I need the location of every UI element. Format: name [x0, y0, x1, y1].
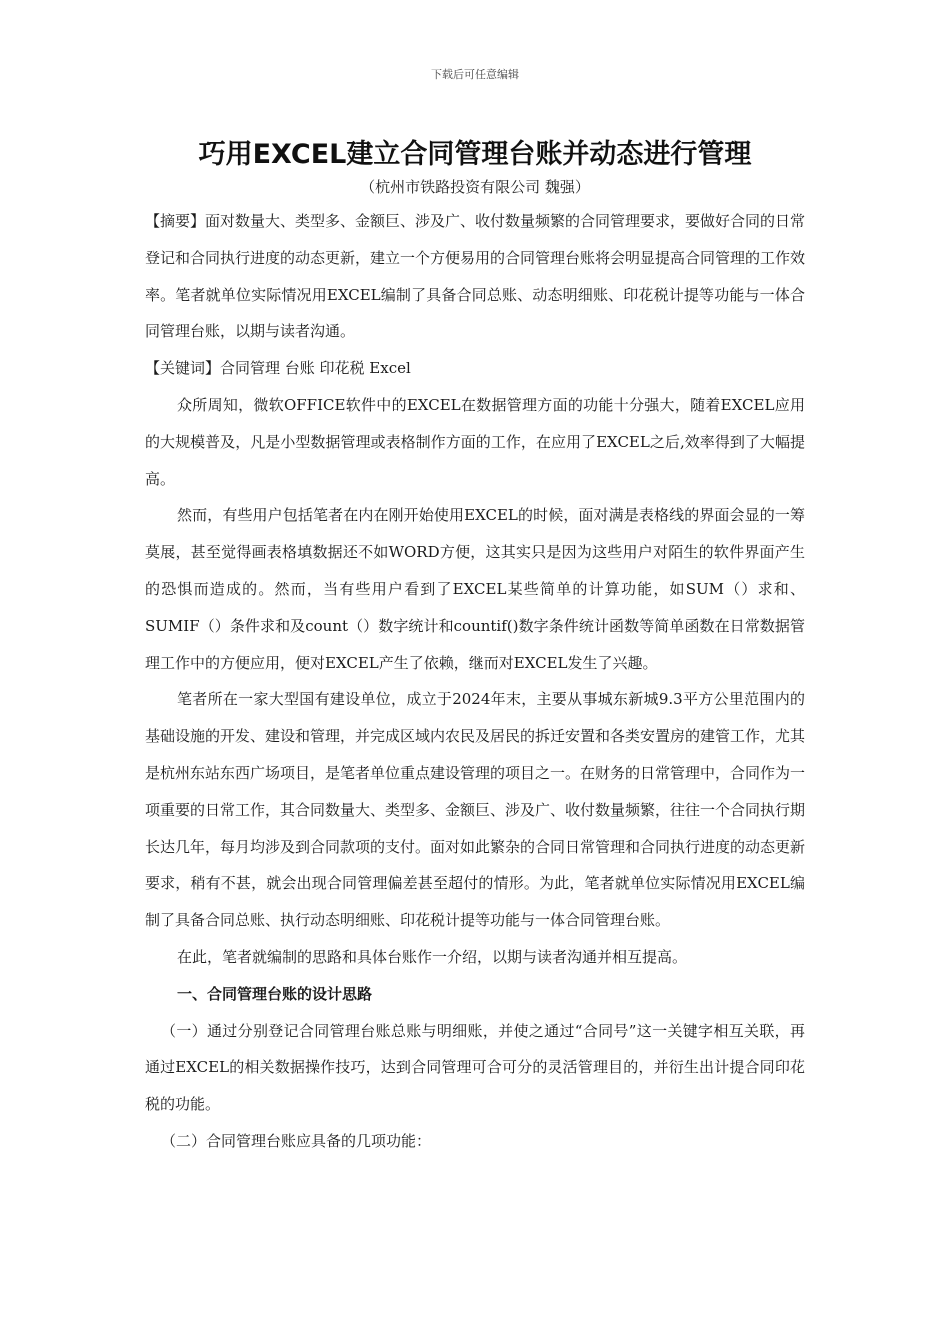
abstract-paragraph: 【摘要】面对数量大、类型多、金额巨、涉及广、收付数量频繁的合同管理要求，要做好合同的日常登记和合同执行进度的动态更新，建立一个方便易用的合同管理台账将会明显提高合同管理的工作效率。笔者就单位实际情况用EXCEL编制了具备合同总账、动态明细账、印花税计提等功能与一体合同管理台账，以期与读者沟通。 — [145, 212, 806, 341]
body-paragraph: 笔者所在一家大型国有建设单位，成立于2024年末，主要从事城东新城9.3平方公里范围内的基础设施的开发、建设和管理，并完成区域内农民及居民的拆迁安置和各类安置房的建管工作，尤其是杭州东站东西广场项目，是笔者单位重点建设管理的项目之一。在财务的日常管理中，合同作为一项重要的日常工作，其合同数量大、类型多、金额巨、涉及广、收付数量频繁，往往一个合同执行期长达几年，每月均涉及到合同款项的支付。面对如此繁杂的合同日常管理和合同执行进度的动态更新要求，稍有不甚，就会出现合同管理偏差甚至超付的情形。为此，笔者就单位实际情况用EXCEL编制了具备合同总账、执行动态明细账、印花税计提等功能与一体合同管理台账。 — [145, 690, 806, 930]
body-paragraph: 然而，有些用户包括笔者在内在刚开始使用EXCEL的时候，面对满是表格线的界面会显的一筹莫展，甚至觉得画表格填数据还不如WORD方便，这其实只是因为这些用户对陌生的软件界面产生的恐惧而造成的。然而，当有些用户看到了EXCEL某些简单的计算功能，如SUM（）求和、SUMIF（）条件求和及count（）数字统计和countif()数字条件统计函数等简单函数在日常数据管理工作中的方便应用，便对EXCEL产生了依赖，继而对EXCEL发生了兴趣。 — [145, 506, 805, 672]
body-paragraph: 在此，笔者就编制的思路和具体台账作一介绍，以期与读者沟通并相互提高。 — [177, 947, 688, 966]
author-line: （杭州市铁路投资有限公司 魏强） — [360, 178, 590, 196]
list-item: （二）合同管理台账应具备的几项功能： — [161, 1131, 432, 1150]
page-header-note: 下载后可任意编辑 — [431, 68, 519, 81]
document-title: 巧用EXCEL建立合同管理台账并动态进行管理 — [198, 139, 752, 170]
section-heading: 一、合同管理台账的设计思路 — [177, 984, 373, 1003]
list-item: （一）通过分别登记合同管理台账总账与明细账，并使之通过“合同号”这一关键字相互关联，再通过EXCEL的相关数据操作技巧，达到合同管理可合可分的灵活管理目的，并衍生出计提合同印花税的功能。 — [145, 1021, 805, 1114]
body-paragraph: 众所周知，微软OFFICE软件中的EXCEL在数据管理方面的功能十分强大，随着EXCEL应用的大规模普及，凡是小型数据管理或表格制作方面的工作，在应用了EXCEL之后,效率得到了大幅提高。 — [145, 395, 805, 488]
document-body — [145, 203, 805, 1160]
keywords-paragraph: 【关键词】合同管理 台账 印花税 Excel — [145, 359, 411, 378]
